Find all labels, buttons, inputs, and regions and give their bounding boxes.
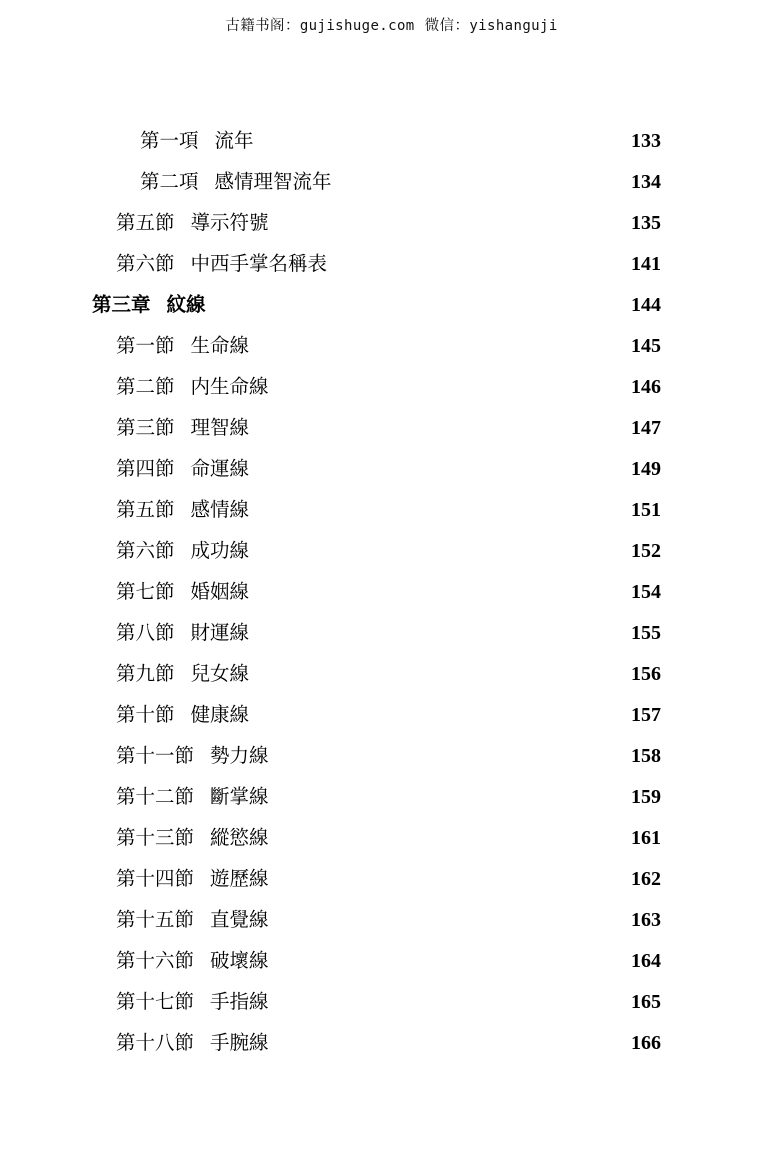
toc-dot-leader [254, 578, 628, 598]
toc-entry[interactable] [0, 448, 783, 489]
toc-entry-page: 144 [631, 294, 661, 316]
toc-entry-title: 手指線 [210, 990, 269, 1013]
toc-entry[interactable] [0, 899, 783, 940]
toc-dot-leader [254, 619, 628, 639]
toc-entry[interactable] [0, 120, 783, 161]
toc-entry-title: 流年 [214, 129, 254, 152]
toc-dot-leader [274, 988, 628, 1008]
toc-entry-number: 第十五節 [116, 908, 195, 931]
toc-entry-page: 146 [631, 376, 661, 398]
toc-entry-number: 第一項 [140, 129, 199, 152]
toc-dot-leader [254, 496, 628, 516]
toc-entry-number: 第九節 [116, 662, 175, 685]
watermark-header [0, 14, 783, 35]
toc-entry-page: 135 [631, 212, 661, 234]
toc-entry-number: 第十八節 [116, 1031, 195, 1054]
toc-dot-leader [274, 209, 628, 229]
toc-entry[interactable] [0, 284, 783, 325]
toc-entry-page: 163 [631, 909, 661, 931]
toc-dot-leader [274, 906, 628, 926]
toc-entry-page: 159 [631, 786, 661, 808]
toc-entry-page: 156 [631, 663, 661, 685]
toc-entry[interactable] [0, 325, 783, 366]
toc-entry-number: 第三節 [116, 416, 175, 439]
toc-entry-number: 第四節 [116, 457, 175, 480]
toc-entry-title: 斷掌線 [210, 785, 269, 808]
watermark-wechat-id: yishanguji [469, 18, 558, 34]
toc-entry-number: 第十七節 [116, 990, 195, 1013]
toc-entry[interactable] [0, 407, 783, 448]
toc-entry-number: 第十節 [116, 703, 175, 726]
toc-entry-page: 141 [631, 253, 661, 275]
toc-dot-leader [274, 742, 628, 762]
toc-entry-page: 147 [631, 417, 661, 439]
toc-entry-page: 149 [631, 458, 661, 480]
toc-entry-title: 縱慾線 [210, 826, 269, 849]
toc-dot-leader [254, 414, 628, 434]
toc-entry-number: 第十三節 [116, 826, 195, 849]
toc-dot-leader [332, 250, 628, 270]
toc-dot-leader [211, 291, 628, 311]
toc-entry[interactable] [0, 981, 783, 1022]
toc-entry-page: 154 [631, 581, 661, 603]
toc-dot-leader [274, 824, 628, 844]
toc-entry-number: 第六節 [116, 539, 175, 562]
toc-entry[interactable] [0, 161, 783, 202]
toc-entry-number: 第十六節 [116, 949, 195, 972]
toc-entry-page: 161 [631, 827, 661, 849]
toc-entry-page: 166 [631, 1032, 661, 1054]
toc-entry[interactable] [0, 694, 783, 735]
toc-entry[interactable] [0, 1022, 783, 1063]
toc-entry-title: 財運線 [190, 621, 250, 644]
toc-entry-number: 第十一節 [116, 744, 195, 767]
toc-dot-leader [254, 660, 628, 680]
toc-entry-page: 158 [631, 745, 661, 767]
toc-entry-title: 理智線 [190, 416, 250, 439]
toc-dot-leader [254, 701, 628, 721]
toc-dot-leader [259, 127, 628, 147]
toc-entry-title: 導示符號 [190, 211, 269, 234]
toc-entry-page: 133 [631, 130, 661, 152]
toc-entry[interactable] [0, 858, 783, 899]
toc-entry[interactable] [0, 366, 783, 407]
toc-entry[interactable] [0, 243, 783, 284]
toc-entry-title: 破壞線 [210, 949, 269, 972]
toc-dot-leader [274, 947, 628, 967]
toc-entry-page: 145 [631, 335, 661, 357]
toc-entry-title: 紋線 [166, 293, 206, 316]
toc-entry[interactable] [0, 735, 783, 776]
toc-entry-page: 162 [631, 868, 661, 890]
toc-entry[interactable] [0, 940, 783, 981]
toc-entry-title: 遊歷線 [210, 867, 269, 890]
watermark-wechat-label: 微信： [424, 18, 470, 34]
table-of-contents [0, 120, 783, 1063]
toc-dot-leader [274, 373, 628, 393]
toc-dot-leader [254, 332, 628, 352]
toc-entry-title: 感情理智流年 [214, 170, 332, 193]
toc-entry-title: 成功線 [190, 539, 250, 562]
toc-dot-leader [254, 455, 628, 475]
toc-entry-page: 157 [631, 704, 661, 726]
toc-entry-title: 婚姻線 [190, 580, 250, 603]
toc-entry-page: 151 [631, 499, 661, 521]
toc-dot-leader [274, 865, 628, 885]
toc-entry[interactable] [0, 530, 783, 571]
toc-entry-number: 第五節 [116, 498, 175, 521]
toc-entry-title: 兒女線 [190, 662, 250, 685]
toc-dot-leader [274, 783, 628, 803]
toc-entry[interactable] [0, 653, 783, 694]
toc-entry[interactable] [0, 817, 783, 858]
toc-entry-title: 勢力線 [210, 744, 269, 767]
toc-dot-leader [337, 168, 628, 188]
toc-entry[interactable] [0, 776, 783, 817]
toc-entry-number: 第二節 [116, 375, 175, 398]
toc-entry[interactable] [0, 571, 783, 612]
toc-entry-title: 命運線 [190, 457, 250, 480]
toc-entry[interactable] [0, 489, 783, 530]
toc-entry-number: 第二項 [140, 170, 199, 193]
toc-dot-leader [274, 1029, 628, 1049]
toc-entry-number: 第八節 [116, 621, 175, 644]
toc-entry-page: 165 [631, 991, 661, 1013]
toc-entry-page: 134 [631, 171, 661, 193]
toc-entry-title: 健康線 [190, 703, 250, 726]
toc-entry-page: 164 [631, 950, 661, 972]
toc-entry-number: 第六節 [116, 252, 175, 275]
toc-entry-number: 第十四節 [116, 867, 195, 890]
toc-entry-number: 第七節 [116, 580, 175, 603]
toc-entry-title: 手腕線 [210, 1031, 269, 1054]
toc-entry-title: 生命線 [190, 334, 250, 357]
toc-entry-number: 第十二節 [116, 785, 195, 808]
toc-entry-number: 第一節 [116, 334, 175, 357]
toc-entry-page: 155 [631, 622, 661, 644]
toc-entry[interactable] [0, 612, 783, 653]
toc-entry[interactable] [0, 202, 783, 243]
watermark-site-label: 古籍书阁： [225, 18, 300, 34]
toc-entry-title: 直覺線 [210, 908, 269, 931]
toc-entry-number: 第三章 [92, 293, 151, 316]
watermark-site-url: gujishuge.com [299, 18, 415, 34]
toc-entry-title: 内生命線 [190, 375, 269, 398]
toc-dot-leader [254, 537, 628, 557]
toc-entry-number: 第五節 [116, 211, 175, 234]
toc-entry-title: 中西手掌名稱表 [190, 252, 328, 275]
toc-entry-title: 感情線 [190, 498, 250, 521]
toc-entry-page: 152 [631, 540, 661, 562]
